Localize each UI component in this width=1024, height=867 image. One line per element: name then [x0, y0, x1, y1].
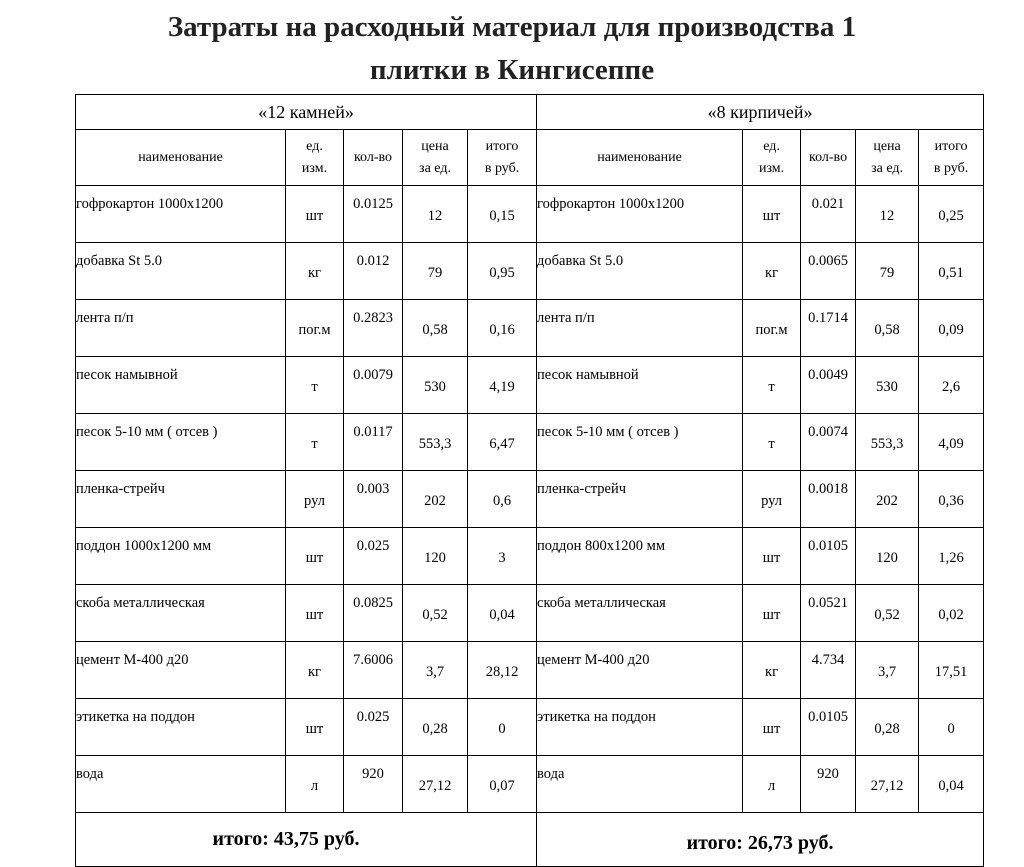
col-header-qty: кол-во [801, 130, 856, 186]
cell-total: 0 [919, 699, 984, 756]
cell-qty: 0.0117 [344, 414, 403, 471]
cell-unit: л [286, 756, 344, 813]
cell-total: 0 [468, 699, 537, 756]
cell-price: 0,58 [403, 300, 468, 357]
cell-name: песок намывной [76, 357, 286, 414]
col-header-unit [743, 130, 801, 186]
cell-qty: 0.0105 [801, 699, 856, 756]
table-row [76, 642, 984, 699]
cell-qty: 920 [801, 756, 856, 813]
cell-unit: шт [286, 186, 344, 243]
cell-total: 0,6 [468, 471, 537, 528]
cell-price: 0,52 [856, 585, 919, 642]
cell-name: пленка-стрейч [537, 471, 743, 528]
table-row [76, 699, 984, 756]
col-header-total [919, 130, 984, 186]
cell-unit: рул [743, 471, 801, 528]
cell-total: 0,95 [468, 243, 537, 300]
cell-unit: кг [286, 243, 344, 300]
cell-name: цемент М-400 д20 [537, 642, 743, 699]
table-row [76, 756, 984, 813]
col-header-name: наименование [537, 130, 743, 186]
table-row [76, 528, 984, 585]
cell-price: 202 [856, 471, 919, 528]
cell-total: 28,12 [468, 642, 537, 699]
cell-qty: 0.0079 [344, 357, 403, 414]
cell-name: лента п/п [76, 300, 286, 357]
cell-qty: 0.0521 [801, 585, 856, 642]
group-header-stones: «12 камней» [76, 95, 537, 130]
cell-qty: 0.0825 [344, 585, 403, 642]
table-row [76, 300, 984, 357]
cell-total: 4,09 [919, 414, 984, 471]
cell-name: песок намывной [537, 357, 743, 414]
col-header-total [468, 130, 537, 186]
cell-price: 3,7 [856, 642, 919, 699]
cell-qty: 0.021 [801, 186, 856, 243]
cell-total: 0,07 [468, 756, 537, 813]
table-row [76, 186, 984, 243]
cell-total: 6,47 [468, 414, 537, 471]
cell-unit: шт [286, 699, 344, 756]
cell-total: 3 [468, 528, 537, 585]
cell-total: 0,04 [919, 756, 984, 813]
grand-total-bricks: итого: 26,73 руб. [537, 813, 984, 867]
cell-unit: рул [286, 471, 344, 528]
group-header-bricks: «8 кирпичей» [537, 95, 984, 130]
col-header-unit-text: ед. изм. [758, 138, 785, 176]
cell-name: поддон 800х1200 мм [537, 528, 743, 585]
col-header-total-text: итого в руб. [933, 138, 969, 176]
col-header-name: наименование [76, 130, 286, 186]
cell-qty: 0.0125 [344, 186, 403, 243]
cell-price: 120 [856, 528, 919, 585]
grand-total-row [76, 813, 984, 867]
cell-total: 0,04 [468, 585, 537, 642]
cell-price: 12 [403, 186, 468, 243]
col-header-unit-text: ед. изм. [301, 138, 328, 176]
cell-name: скоба металлическая [537, 585, 743, 642]
cell-price: 3,7 [403, 642, 468, 699]
table-row [76, 471, 984, 528]
cell-price: 0,58 [856, 300, 919, 357]
cell-total: 1,26 [919, 528, 984, 585]
cell-name: этикетка на поддон [537, 699, 743, 756]
cell-total: 0,15 [468, 186, 537, 243]
cell-qty: 0.2823 [344, 300, 403, 357]
cell-name: лента п/п [537, 300, 743, 357]
col-header-price-text: цена за ед. [871, 138, 903, 176]
cell-total: 4,19 [468, 357, 537, 414]
cell-unit: шт [743, 186, 801, 243]
cell-price: 12 [856, 186, 919, 243]
cell-qty: 0.0065 [801, 243, 856, 300]
cell-total: 0,36 [919, 471, 984, 528]
cell-qty: 4.734 [801, 642, 856, 699]
col-header-total-text: итого в руб. [484, 138, 520, 176]
cell-qty: 0.0105 [801, 528, 856, 585]
cell-unit: шт [743, 528, 801, 585]
cell-qty: 0.012 [344, 243, 403, 300]
cell-unit: кг [743, 243, 801, 300]
cell-qty: 0.003 [344, 471, 403, 528]
title-line-2: плитки в Кингисеппе [369, 54, 655, 86]
cell-price: 530 [403, 357, 468, 414]
cell-qty: 0.0018 [801, 471, 856, 528]
cell-qty: 0.0049 [801, 357, 856, 414]
cell-price: 0,28 [856, 699, 919, 756]
cell-price: 79 [856, 243, 919, 300]
cell-unit: т [286, 414, 344, 471]
cell-qty: 7.6006 [344, 642, 403, 699]
cell-total: 0,09 [919, 300, 984, 357]
cell-name: гофрокартон 1000х1200 [537, 186, 743, 243]
cell-total: 0,02 [919, 585, 984, 642]
grand-total-stones: итого: 43,75 руб. [76, 813, 537, 867]
table-row [76, 243, 984, 300]
cell-total: 2,6 [919, 357, 984, 414]
cell-price: 553,3 [403, 414, 468, 471]
cell-qty: 0.0074 [801, 414, 856, 471]
cell-name: песок 5-10 мм ( отсев ) [76, 414, 286, 471]
cell-total: 17,51 [919, 642, 984, 699]
table-row [76, 357, 984, 414]
col-header-unit [286, 130, 344, 186]
cell-unit: л [743, 756, 801, 813]
cell-name: песок 5-10 мм ( отсев ) [537, 414, 743, 471]
cell-price: 0,52 [403, 585, 468, 642]
cell-price: 27,12 [856, 756, 919, 813]
cell-name: добавка St 5.0 [76, 243, 286, 300]
cell-name: скоба металлическая [76, 585, 286, 642]
table-row [76, 585, 984, 642]
col-header-price-text: цена за ед. [419, 138, 451, 176]
cell-unit: пог.м [743, 300, 801, 357]
cell-name: этикетка на поддон [76, 699, 286, 756]
cell-price: 530 [856, 357, 919, 414]
cell-name: цемент М-400 д20 [76, 642, 286, 699]
cell-total: 0,25 [919, 186, 984, 243]
cell-qty: 0.025 [344, 528, 403, 585]
cell-unit: т [286, 357, 344, 414]
cell-unit: шт [286, 528, 344, 585]
cell-name: гофрокартон 1000х1200 [76, 186, 286, 243]
table-row [76, 414, 984, 471]
cell-unit: т [743, 357, 801, 414]
cell-price: 120 [403, 528, 468, 585]
col-header-price [856, 130, 919, 186]
cell-name: пленка-стрейч [76, 471, 286, 528]
cell-price: 79 [403, 243, 468, 300]
cell-price: 202 [403, 471, 468, 528]
cell-unit: шт [743, 699, 801, 756]
cell-unit: шт [286, 585, 344, 642]
title-line-1: Затраты на расходный материал для производства 1 [167, 11, 857, 43]
cost-table [75, 94, 984, 867]
column-header-row [76, 130, 984, 186]
cell-unit: кг [743, 642, 801, 699]
cell-price: 27,12 [403, 756, 468, 813]
cell-name: вода [537, 756, 743, 813]
cell-unit: кг [286, 642, 344, 699]
group-header-row [76, 95, 984, 130]
col-header-qty: кол-во [344, 130, 403, 186]
col-header-price [403, 130, 468, 186]
cell-unit: пог.м [286, 300, 344, 357]
cell-qty: 920 [344, 756, 403, 813]
cell-total: 0,51 [919, 243, 984, 300]
page-title [0, 6, 1024, 92]
cell-total: 0,16 [468, 300, 537, 357]
cell-price: 0,28 [403, 699, 468, 756]
cell-qty: 0.025 [344, 699, 403, 756]
cell-qty: 0.1714 [801, 300, 856, 357]
cell-name: поддон 1000х1200 мм [76, 528, 286, 585]
cell-name: вода [76, 756, 286, 813]
cell-price: 553,3 [856, 414, 919, 471]
cell-unit: т [743, 414, 801, 471]
cell-unit: шт [743, 585, 801, 642]
cell-name: добавка St 5.0 [537, 243, 743, 300]
